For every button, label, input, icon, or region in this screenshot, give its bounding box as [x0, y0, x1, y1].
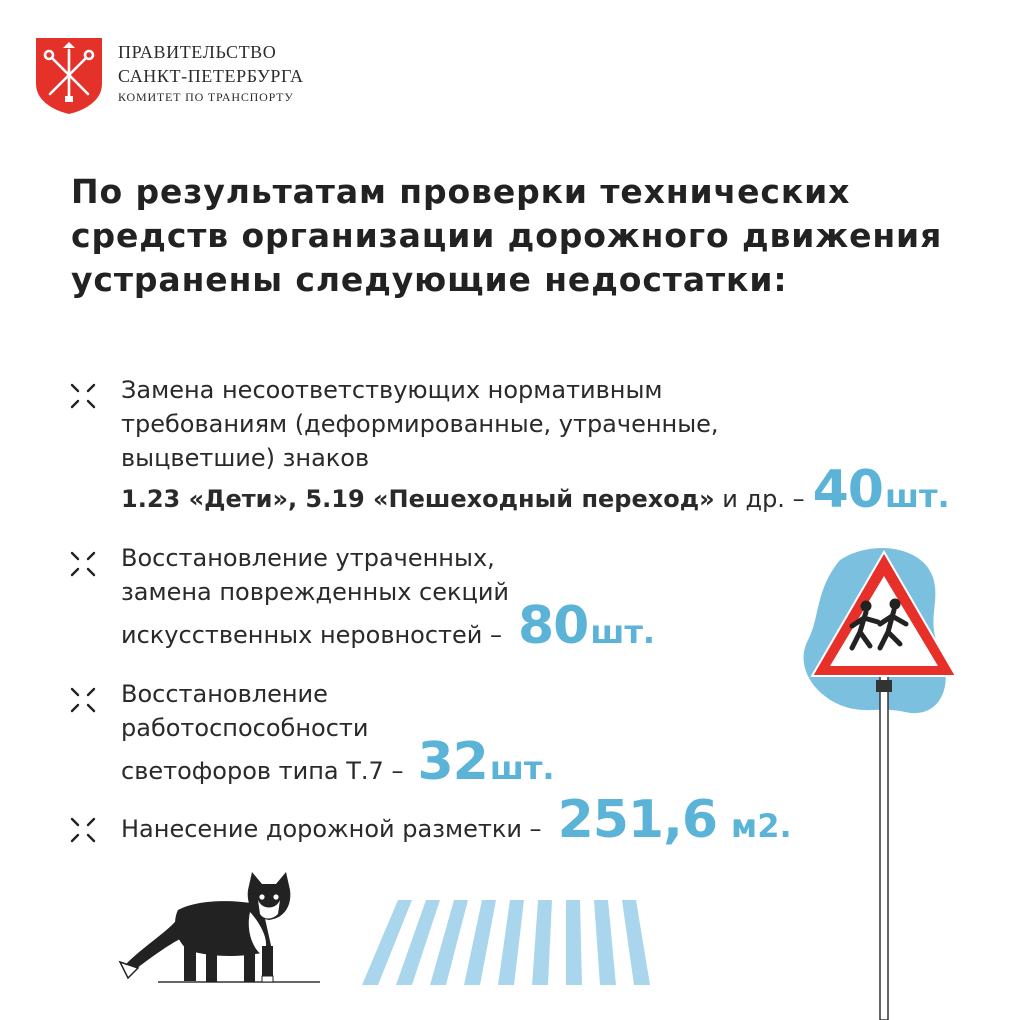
item-line: Восстановление утраченных, — [121, 544, 495, 572]
item-line: требованиям (деформированные, утраченные, — [121, 410, 719, 438]
item-line: Нанесение дорожной разметки – — [121, 815, 542, 843]
stat-value: 32 — [417, 732, 488, 792]
stat-unit: шт. — [884, 477, 950, 515]
item-line: искусственных неровностей – — [121, 621, 502, 649]
item-line: светофоров типа Т.7 – — [121, 757, 404, 785]
item-line: Восстановление — [121, 680, 328, 708]
org-line2: САНКТ-ПЕТЕРБУРГА — [118, 66, 304, 86]
crosswalk-illustration — [362, 900, 650, 985]
item-line: выцветшие) знаков — [121, 444, 370, 472]
stat-unit: шт. — [590, 613, 656, 651]
cat-illustration — [120, 872, 320, 982]
page-title: По результатам проверки технических средств организации дорожного движения устранены следующие недостатки: — [71, 172, 943, 299]
stat-value: 40 — [812, 460, 883, 520]
item-line: замена поврежденных секций — [121, 578, 510, 606]
org-line3: КОМИТЕТ ПО ТРАНСПОРТУ — [118, 90, 294, 104]
item-line: Замена несоответствующих нормативным — [121, 376, 663, 404]
org-line1: ПРАВИТЕЛЬСТВО — [118, 42, 277, 62]
stat-unit: шт. — [489, 749, 555, 787]
stat-value: 80 — [518, 596, 589, 656]
sign-clamp — [876, 680, 892, 692]
item-line: работоспособности — [121, 714, 369, 742]
stat-value: 251,6 — [557, 790, 718, 850]
sign-names: 1.23 «Дети», 5.19 «Пешеходный переход» — [121, 485, 715, 513]
sign-pole — [880, 670, 888, 1020]
item-suffix: и др. – — [714, 485, 805, 513]
stat-unit: м2. — [731, 807, 792, 845]
